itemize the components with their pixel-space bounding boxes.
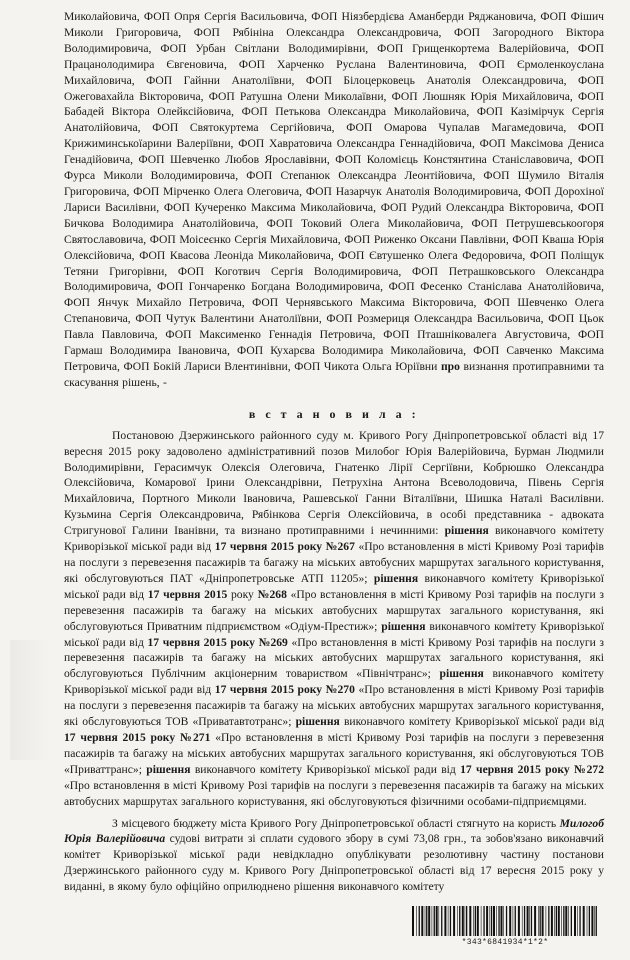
decision-6-date: 17 червня 2015 року	[460, 762, 570, 776]
decision-5-body: виконавчого комітету Криворізької міської ради від	[343, 715, 604, 729]
decision-2-label: рішення	[373, 571, 419, 585]
costs-intro: З місцевого бюджету міста Кривого Рогу Дніпропетровської області стягнуто на користь	[112, 816, 557, 830]
decision-1-body: виконавчого комітету Криворізької міської ради від	[64, 524, 604, 554]
decision-1-title: «Про встановлення в місті Кривому Розі тарифів на послуги з перевезення пасажирів та багажу на міських автобусних маршрутах загального користування, які обслуговуються ПАТ «Дніпропетровське АТП 11205»;	[64, 540, 605, 585]
costs-body: судові витрати зі сплати судового збору в сумі 73,08 грн., та зобов'язано виконавчий комітет Криворізької міської ради невідкладно опублікувати резолютивну частину постанови Дзержинського районного суду м. Кривого Рогу Дніпропетровської області від 17 вересня 2015 року у виданні, в якому було офіційно оприлюднено рішення виконавчого комітету	[64, 832, 604, 894]
decision-2-title: «Про встановлення в місті Кривому Розі тарифів на послуги з перевезення пасажирів та багажу на міських автобусних маршрутах загального користування, які обслуговуються Приватним підприємством «Одіум-Престиж»;	[64, 587, 605, 633]
decision-3-label: рішення	[381, 619, 426, 633]
decision-4-date: 17 червня 2015 року	[214, 683, 323, 697]
decision-3-date: 17 червня 2015 року	[147, 635, 255, 649]
decision-6-label: рішення	[146, 762, 191, 776]
decision-3-number: №269	[258, 635, 288, 649]
decision-5-title: «Про встановлення в місті Кривому Розі тарифів на послуги з перевезення пасажирів та багажу на міських автобусних маршрутах загального користування, які обслуговуються ТОВ «Приваттранс»;	[64, 730, 604, 776]
decision-1-label: рішення	[444, 524, 489, 538]
decision-6-number: №272	[574, 762, 604, 776]
decision-6-title: «Про встановлення в місті Кривому Розі тарифів на послуги з перевезення пасажирів та багажу на міських автобусних маршрутах загального користування, які обслуговуються фізичними особами-підприємцями.	[64, 778, 604, 808]
decision-3-body: виконавчого комітету Криворізької міської ради від	[64, 619, 604, 649]
decision-5-label: рішення	[295, 715, 340, 729]
decision-2-body: виконавчого комітету Криворізької міської ради від	[64, 571, 604, 601]
ruling-paragraph	[64, 428, 604, 810]
decision-4-label: рішення	[439, 667, 484, 681]
defendants-list-bold: про	[440, 359, 460, 373]
decision-5-date: 17 червня 2015 року	[64, 730, 176, 744]
decision-2-year: року	[231, 587, 254, 601]
decision-6-body: виконавчого комітету Криворізької міської ради від	[194, 762, 456, 776]
document-barcode	[410, 906, 600, 952]
costs-paragraph	[64, 816, 604, 896]
barcode-number: *343*6841934*1*2*	[461, 938, 549, 947]
decision-1-number: №267	[325, 540, 355, 554]
decision-4-body: виконавчого комітету Криворізької міської ради від	[64, 667, 604, 697]
ruling-intro: Постановою Дзержинського районного суду м. Кривого Рогу Дніпропетровської області від 17 вересня 2015 року задоволено адміністративний позов Милобог Юрія Валерійовича, Бурман Людмили Володимирівни, Герасимчук Олексія Олеговича, Гнатенко Лірії Сергіївни, Кобрюшко Олександра Олексійовича, Комарової Ірини Олександрівни, Петрухіна Антона Всеволодовича, Півень Сергія Михайловича, Портного Миколи Івановича, Рашевської Ганни Віталіївни, Шишка Наталі Василівни. Кузьмина Сергія Олександровича, Рябінкова Сергія Олексійовича, в особі представника - адвоката Стригунової Галини Іванівни, та визнано протиправними і нечинними:	[64, 428, 604, 538]
decision-4-number: №270	[325, 683, 355, 697]
defendants-list-text: Миколайовича, ФОП Опря Сергія Васильовича, ФОП Ніязбердієва Аманберди Ряджановича, ФОП Фішич Миколи Григоровича, ФОП Рябініна Олександра Олександровича, ФОП Загородного Віктора Володимировича, ФОП Урбан Світлани Володимирівни, ФОП Грищенкортема Валерійовича, ФОП Працанолодимира Євгеновича, ФОП Харченко Руслана Валентиновича, ФОП Єрмоленкоуслана Михайловича, ФОП Гайнни Анатоліївни, ФОП Білоцерковець Анатолія Олександровича, ФОП Ожеговахайла Вікторовича, ФОП Ратушна Олени Миколаївни, ФОП Люшняк Юрія Михайловича, ФОП Бабадей Віктора Олейксійовича, ФОП Петькова Олександра Миколайовича, ФОП Казімірчук Сергія Анатолійовича, ФОП Святокуртема Сергійовича, ФОП Омарова Чупалав Магамедовича, ФОП Крижиминськоїарини Валеріївни, ФОП Хавратовича Олександра Геннадійовича, ФОП Максімова Дениса Генадійовича, ФОП Шевченко Любов Ярославівни, ФОП Коломієць Констянтина Станіславовича, ФОП Фурса Миколи Володимировича, ФОП Степанюк Олександра Леонтійовича, ФОП Шумило Віталія Григоровича, ФОП Мірченко Олега Олеговича, ФОП Назарчук Анатолія Володимировича, ФОП Дорохіної Лариси Василівни, ФОП Кучеренко Максима Миколайовича, ФОП Рудий Олександра Вікторовича, ФОП Бичкова Володимира Анатолійовича, ФОП Токовий Олега Миколайовича, ФОП Петрушевськоогоря Святославовича, ФОП Моісеєнко Сергія Михайловича, ФОП Риженко Оксани Павлівни, ФОП Кваша Юрія Олексійовича, ФОП Квасова Леоніда Миколайовича, ФОП Євтушенко Олега Федоровича, ФОП Поліщук Тетяни Григорівни, ФОП Коготвич Сергія Володимировича, ФОП Петрашковського Олександра Володимировича, ФОП Гончаренко Богдана Володимировича, ФОП Фесенко Станіслава Анатолійовича, ФОП Янчук Михайло Петровича, ФОП Чернявського Максима Вікторовича, ФОП Шевченко Олега Степановича, ФОП Чутук Валентини Анатоліївни, ФОП Розмериця Олександра Васильовича, ФОП Цьок Павла Павловича, ФОП Максименко Геннадія Петровича, ФОП Пташніковалега Августовича, ФОП Гармаш Володимира Івановича, ФОП Кухарєва Володимира Миколайовича, ФОП Савченко Максима Петровича, ФОП Бокій Лариси Влентинівни, ФОП Чикота Ольга Юріївни	[64, 10, 604, 373]
decision-1-date: 17 червня 2015 року	[214, 540, 323, 554]
decision-2-date: 17 червня 2015	[147, 587, 228, 601]
decision-4-title: «Про встановлення в місті Кривому Розі тарифів на послуги з перевезення пасажирів та багажу на міських автобусних маршрутах загального користування, які обслуговуються ТОВ «Приватавтотранс»;	[64, 683, 605, 729]
section-heading: в с т а н о в и л а :	[248, 406, 420, 421]
defendants-list-tail: визнання протиправними та скасування рішень, -	[64, 359, 604, 389]
defendants-list	[64, 9, 604, 391]
decision-5-number: №271	[179, 730, 211, 744]
decision-3-title: «Про встановлення в місті Кривому Розі тарифів на послуги з перевезення пасажирів та багажу на міських автобусних маршрутах загального користування, які обслуговуються Публічним акціонерним товариством «Північтранс»;	[64, 635, 605, 681]
plaintiff-name: Милогоб Юрія Валерійовича	[64, 816, 604, 846]
decision-2-number: №268	[257, 587, 287, 601]
barcode-graphic	[410, 906, 600, 936]
